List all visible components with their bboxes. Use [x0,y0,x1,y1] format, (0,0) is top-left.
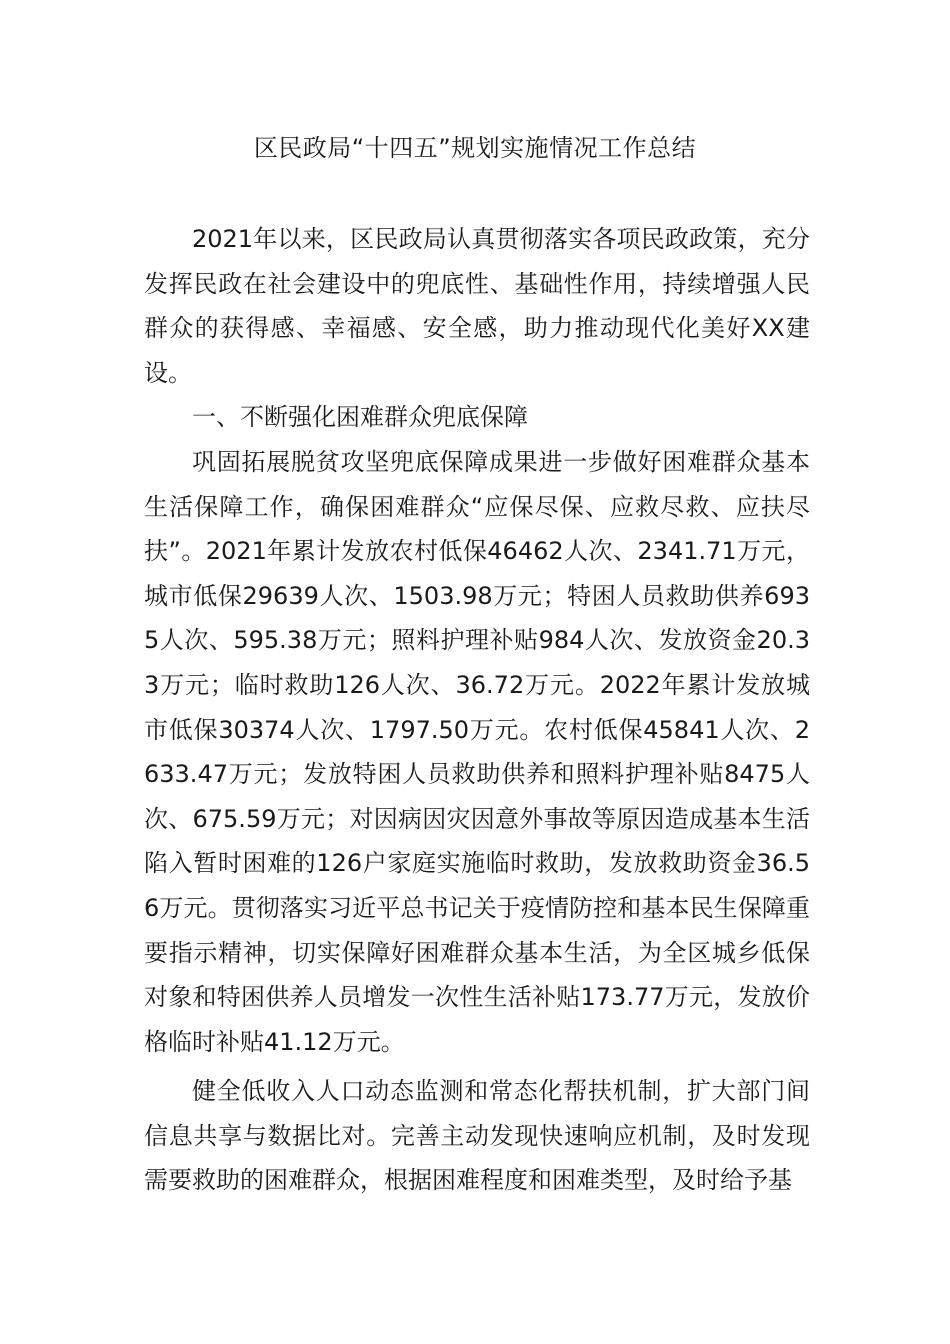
document-body [144,217,810,1203]
section-heading: 一、不断强化困难群众兜底保障 [192,403,528,432]
document-title: 区民政局“十四五”规划实施情况工作总结 [253,134,697,162]
body-paragraph: 巩固拓展脱贫攻坚兜底保障成果进一步做好困难群众基本生活保障工作，确保困难群众“应保尽保、应救尽救、应扶尽扶”。2021年累计发放农村低保46462人次、2341.71万元，城市低保29639人次、1503.98万元；特困人员救助供养6935人次、595.38万元；照料护理补贴984人次、发放资金20.33万元；临时救助126人次、36.72万元。2022年累计发放城市低保30374人次、1797.50万元。农村低保45841人次、2633.47万元；发放特困人员救助供养和照料护理补贴8475人次、675.59万元；对因病因灾因意外事故等原因造成基本生活陷入暂时困难的126户家庭实施临时救助，发放救助资金36.56万元。贯彻落实习近平总书记关于疫情防控和基本民生保障重要指示精神，切实保障好困难群众基本生活，为全区城乡低保对象和特困供养人员增发一次性生活补贴173.77万元，发放价格临时补贴41.12万元。 [144,447,810,1056]
body-paragraph: 健全低收入人口动态监测和常态化帮扶机制，扩大部门间信息共享与数据比对。完善主动发现快速响应机制，及时发现需要救助的困难群众，根据困难程度和困难类型，及时给予基 [144,1077,810,1195]
intro-paragraph: 2021年以来，区民政局认真贯彻落实各项民政政策，充分发挥民政在社会建设中的兜底性、基础性作用，持续增强人民群众的获得感、幸福感、安全感，助力推动现代化美好XX建设。 [144,225,810,387]
